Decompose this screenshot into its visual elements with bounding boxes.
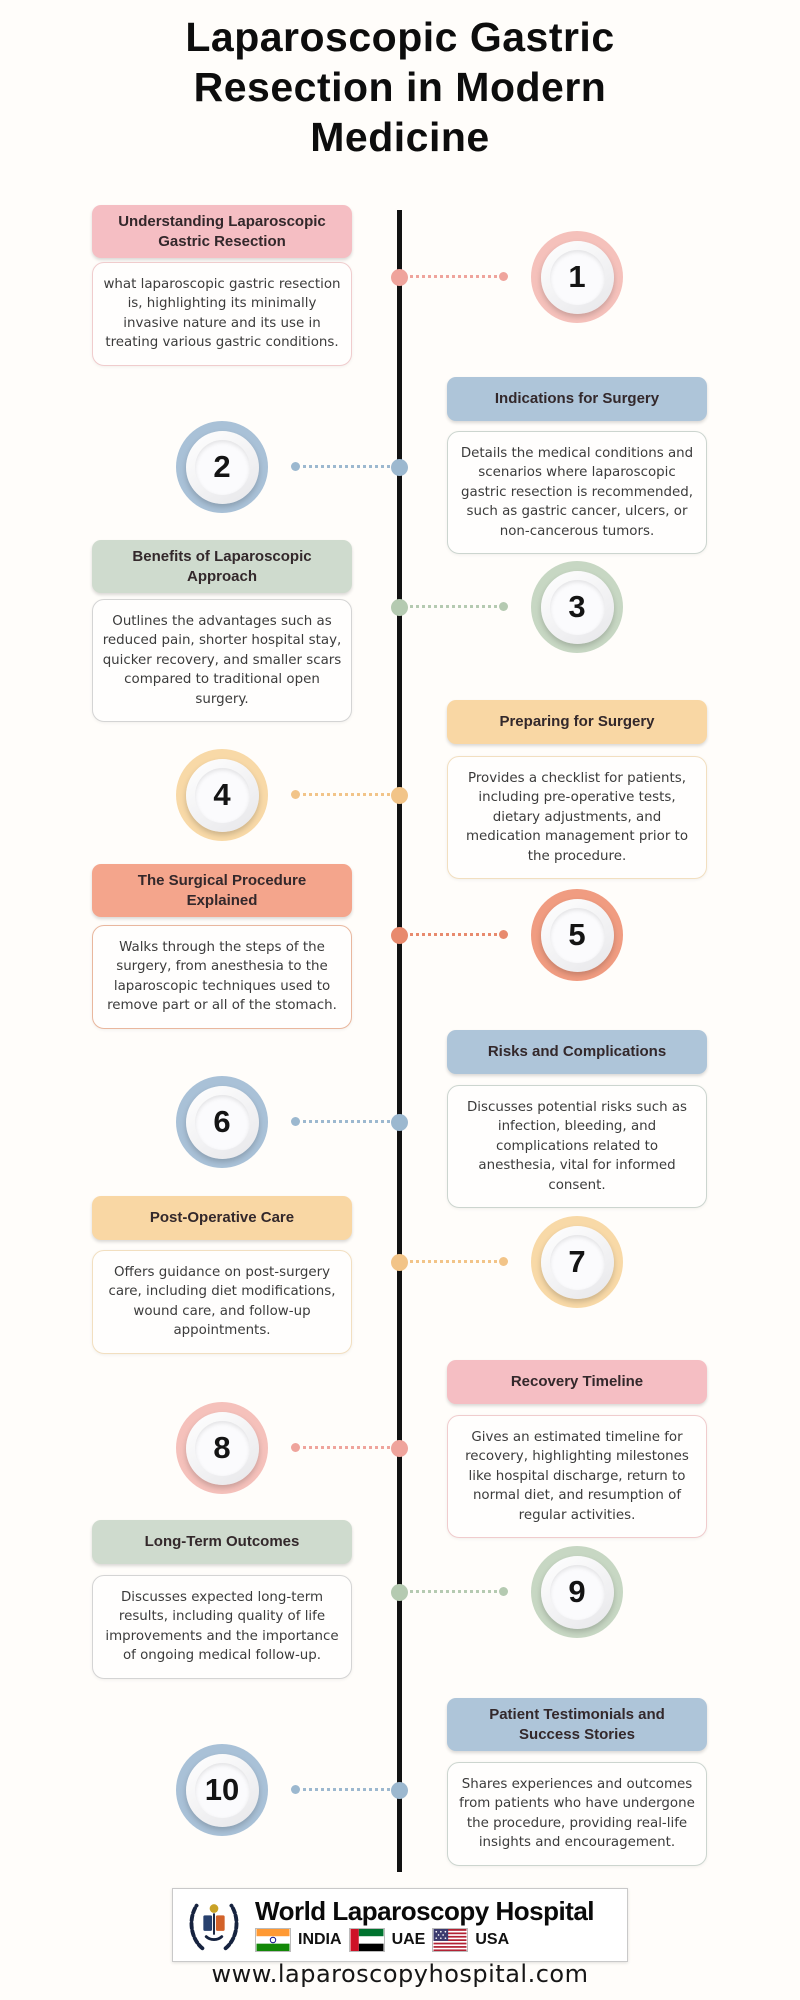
timeline-dot bbox=[391, 1440, 408, 1457]
section-header: Recovery Timeline bbox=[447, 1360, 707, 1404]
circle-inner bbox=[541, 571, 614, 644]
country-label-uae: UAE bbox=[391, 1931, 426, 1949]
circle-core bbox=[550, 908, 605, 963]
section-header: Understanding Laparoscopic Gastric Resection bbox=[92, 205, 352, 258]
step-number: 8 bbox=[213, 1430, 231, 1465]
connector-line bbox=[303, 1788, 390, 1791]
india-flag-icon bbox=[255, 1928, 291, 1952]
circle-inner bbox=[541, 1226, 614, 1299]
section-body: Outlines the advantages such as reduced pain, shorter hospital stay, quicker recovery, and smaller scars compared to traditional open surgery. bbox=[92, 599, 352, 722]
connector-end-dot bbox=[291, 1785, 300, 1794]
section-body: Provides a checklist for patients, including pre-operative tests, dietary adjustments, and medication management prior to the procedure. bbox=[447, 756, 707, 879]
step-number: 9 bbox=[568, 1574, 586, 1609]
circle-core bbox=[195, 1421, 250, 1476]
timeline-dot bbox=[391, 787, 408, 804]
connector-line bbox=[410, 1260, 497, 1263]
timeline-dot bbox=[391, 1584, 408, 1601]
section-header: Preparing for Surgery bbox=[447, 700, 707, 744]
step-number: 2 bbox=[213, 449, 231, 484]
circle-core bbox=[195, 768, 250, 823]
connector-end-dot bbox=[291, 1443, 300, 1452]
brand-name: World Laparoscopy Hospital bbox=[255, 1895, 595, 1926]
section-header: Risks and Complications bbox=[447, 1030, 707, 1074]
step-number-circle bbox=[176, 1076, 268, 1168]
step-number: 5 bbox=[568, 917, 586, 952]
circle-inner bbox=[541, 241, 614, 314]
circle-core bbox=[550, 580, 605, 635]
page-title: Laparoscopic Gastric Resection in Modern Medicine bbox=[185, 14, 615, 161]
timeline-dot bbox=[391, 459, 408, 476]
step-number-circle bbox=[176, 421, 268, 513]
section-body: Offers guidance on post-surgery care, including diet modifications, wound care, and follow-up appointments. bbox=[92, 1250, 352, 1354]
section-body: what laparoscopic gastric resection is, highlighting its minimally invasive nature and its use in treating various gastric conditions. bbox=[92, 262, 352, 366]
timeline-dot bbox=[391, 1782, 408, 1799]
website-url: www.laparoscopyhospital.com bbox=[211, 1960, 589, 1988]
laurel-emblem-icon bbox=[183, 1894, 245, 1956]
circle-core bbox=[195, 1763, 250, 1818]
section-header: The Surgical Procedure Explained bbox=[92, 864, 352, 917]
section-body: Discusses potential risks such as infection, bleeding, and complications related to anesthesia, vital for informed consent. bbox=[447, 1085, 707, 1208]
circle-inner bbox=[541, 899, 614, 972]
section-body: Discusses expected long-term results, including quality of life improvements and the importance of ongoing medical follow-up. bbox=[92, 1575, 352, 1679]
section-header: Patient Testimonials and Success Stories bbox=[447, 1698, 707, 1751]
circle-inner bbox=[186, 1086, 259, 1159]
step-number-circle bbox=[176, 1402, 268, 1494]
step-number: 10 bbox=[204, 1772, 240, 1807]
circle-inner bbox=[186, 1754, 259, 1827]
timeline-dot bbox=[391, 1254, 408, 1271]
section-body: Shares experiences and outcomes from patients who have undergone the procedure, providing real-life insights and encouragement. bbox=[447, 1762, 707, 1866]
connector-end-dot bbox=[499, 1587, 508, 1596]
connector-end-dot bbox=[499, 930, 508, 939]
circle-inner bbox=[541, 1556, 614, 1629]
connector-line bbox=[410, 275, 497, 278]
country-label-india: INDIA bbox=[298, 1931, 342, 1949]
connector-end-dot bbox=[499, 602, 508, 611]
section-header: Indications for Surgery bbox=[447, 377, 707, 421]
connector-end-dot bbox=[291, 1117, 300, 1126]
connector-line bbox=[303, 1446, 390, 1449]
circle-inner bbox=[186, 431, 259, 504]
step-number: 3 bbox=[568, 589, 586, 624]
connector-end-dot bbox=[499, 272, 508, 281]
connector-line bbox=[410, 1590, 497, 1593]
step-number-circle bbox=[531, 889, 623, 981]
connector-line bbox=[303, 793, 390, 796]
connector-line bbox=[410, 933, 497, 936]
connector-end-dot bbox=[291, 790, 300, 799]
connector-line bbox=[303, 465, 390, 468]
connector-line bbox=[410, 605, 497, 608]
step-number-circle bbox=[531, 231, 623, 323]
section-header: Post-Operative Care bbox=[92, 1196, 352, 1240]
step-number-circle bbox=[531, 1546, 623, 1638]
section-header: Long-Term Outcomes bbox=[92, 1520, 352, 1564]
country-label-usa: USA bbox=[475, 1931, 510, 1949]
circle-core bbox=[195, 440, 250, 495]
timeline-dot bbox=[391, 927, 408, 944]
step-number-circle bbox=[531, 561, 623, 653]
timeline-dot bbox=[391, 269, 408, 286]
section-body: Details the medical conditions and scenarios where laparoscopic gastric resection is recommended, such as gastric cancer, ulcers, or non-cancerous tumors. bbox=[447, 431, 707, 554]
circle-core bbox=[550, 250, 605, 305]
uae-flag-icon bbox=[349, 1928, 385, 1952]
connector-end-dot bbox=[291, 462, 300, 471]
circle-core bbox=[550, 1565, 605, 1620]
circle-core bbox=[195, 1095, 250, 1150]
step-number-circle bbox=[176, 749, 268, 841]
step-number: 1 bbox=[568, 259, 586, 294]
circle-inner bbox=[186, 759, 259, 832]
circle-inner bbox=[186, 1412, 259, 1485]
country-flags-row bbox=[255, 1928, 594, 1952]
section-body: Walks through the steps of the surgery, from anesthesia to the laparoscopic techniques used to remove part or all of the stomach. bbox=[92, 925, 352, 1029]
usa-flag-icon bbox=[432, 1928, 468, 1952]
step-number-circle bbox=[531, 1216, 623, 1308]
step-number: 4 bbox=[213, 777, 231, 812]
step-number: 6 bbox=[213, 1104, 231, 1139]
logo-text-block bbox=[255, 1895, 595, 1952]
circle-core bbox=[550, 1235, 605, 1290]
timeline-dot bbox=[391, 599, 408, 616]
step-number-circle bbox=[176, 1744, 268, 1836]
hospital-logo bbox=[172, 1888, 628, 1962]
section-header: Benefits of Laparoscopic Approach bbox=[92, 540, 352, 593]
section-body: Gives an estimated timeline for recovery, highlighting milestones like hospital discharge, return to normal diet, and resumption of regular activities. bbox=[447, 1415, 707, 1538]
connector-end-dot bbox=[499, 1257, 508, 1266]
connector-line bbox=[303, 1120, 390, 1123]
timeline-dot bbox=[391, 1114, 408, 1131]
step-number: 7 bbox=[568, 1244, 586, 1279]
